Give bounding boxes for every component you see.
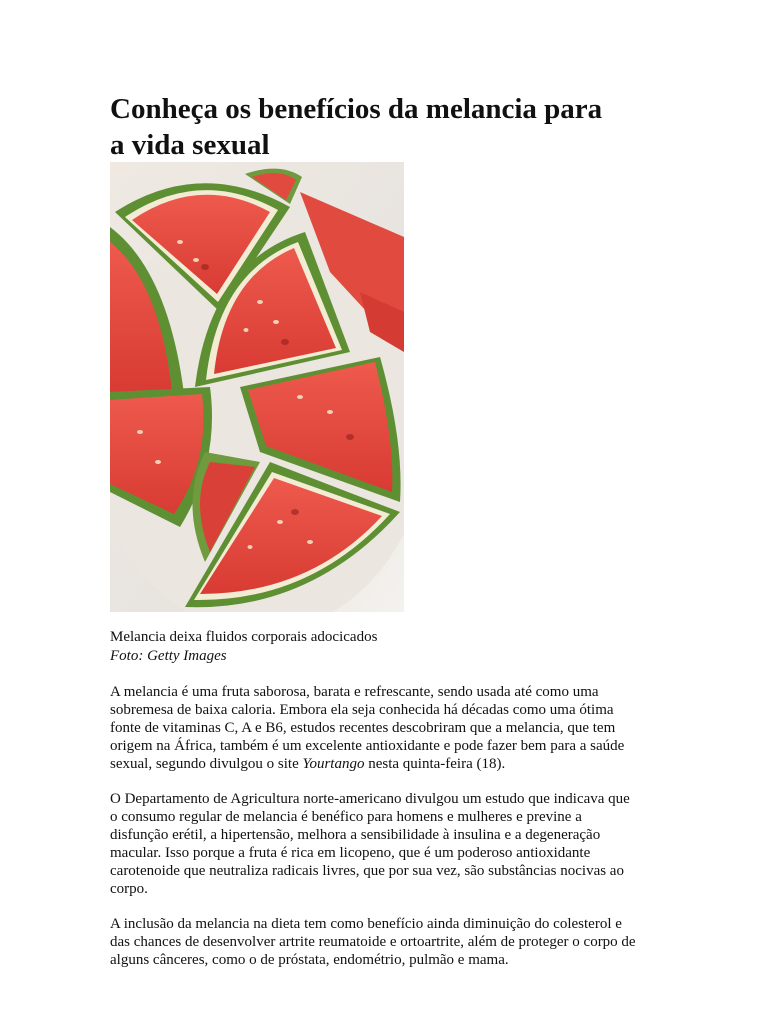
paragraph-1-line-5	[110, 755, 670, 773]
paragraph-2-line-2: o consumo regular de melancia é benéfico para homens e mulheres e previne a	[110, 809, 582, 825]
paragraph-2-line-1: O Departamento de Agricultura norte-americano divulgou um estudo que indicava que	[110, 791, 630, 807]
photo-caption	[110, 628, 670, 666]
paragraph-2-line-5: carotenoide que neutraliza radicais livres, que por sua vez, são substâncias nocivas ao	[110, 863, 624, 879]
paragraph-1-line-4: origem na África, também é um excelente antioxidante e pode fazer bem para a saúde	[110, 738, 625, 754]
paragraph-2-line-3: disfunção erétil, a hipertensão, melhora a sensibilidade à insulina e a degeneração	[110, 827, 601, 843]
site-name: Yourtango	[302, 756, 365, 772]
paragraph-1-line-5-pre: sexual, segundo divulgou o site	[110, 756, 303, 772]
paragraph-3-line-3: alguns cânceres, como o de próstata, endométrio, pulmão e mama.	[110, 952, 509, 968]
paragraph-2-line-6: corpo.	[110, 881, 148, 897]
title-line-1: Conheça os benefícios da melancia para	[110, 93, 603, 125]
watermelon-photo	[110, 162, 404, 612]
paragraph-2	[110, 790, 670, 898]
paragraph-3	[110, 915, 670, 969]
caption-text: Melancia deixa fluidos corporais adocicados	[110, 629, 378, 645]
article-title	[110, 91, 670, 163]
paragraph-1-line-1: A melancia é uma fruta saborosa, barata e refrescante, sendo usada até como uma	[110, 684, 599, 700]
paragraph-1-line-2: sobremesa de baixa caloria. Embora ela seja conhecida há décadas como uma ótima	[110, 702, 614, 718]
paragraph-1-line-5-post: nesta quinta-feira (18).	[364, 756, 506, 772]
paragraph-2-line-4: macular. Isso porque a fruta é rica em licopeno, que é um poderoso antioxidante	[110, 845, 591, 861]
paragraph-1	[110, 683, 670, 773]
photo-credit: Foto: Getty Images	[110, 648, 227, 664]
paragraph-1-line-3: fonte de vitaminas C, A e B6, estudos recentes descobriram que a melancia, que tem	[110, 720, 616, 736]
paragraph-3-line-2: das chances de desenvolver artrite reumatoide e ortoartrite, além de proteger o corpo de	[110, 934, 636, 950]
paragraph-3-line-1: A inclusão da melancia na dieta tem como benefício ainda diminuição do colesterol e	[110, 916, 622, 932]
title-line-2: a vida sexual	[110, 129, 270, 161]
